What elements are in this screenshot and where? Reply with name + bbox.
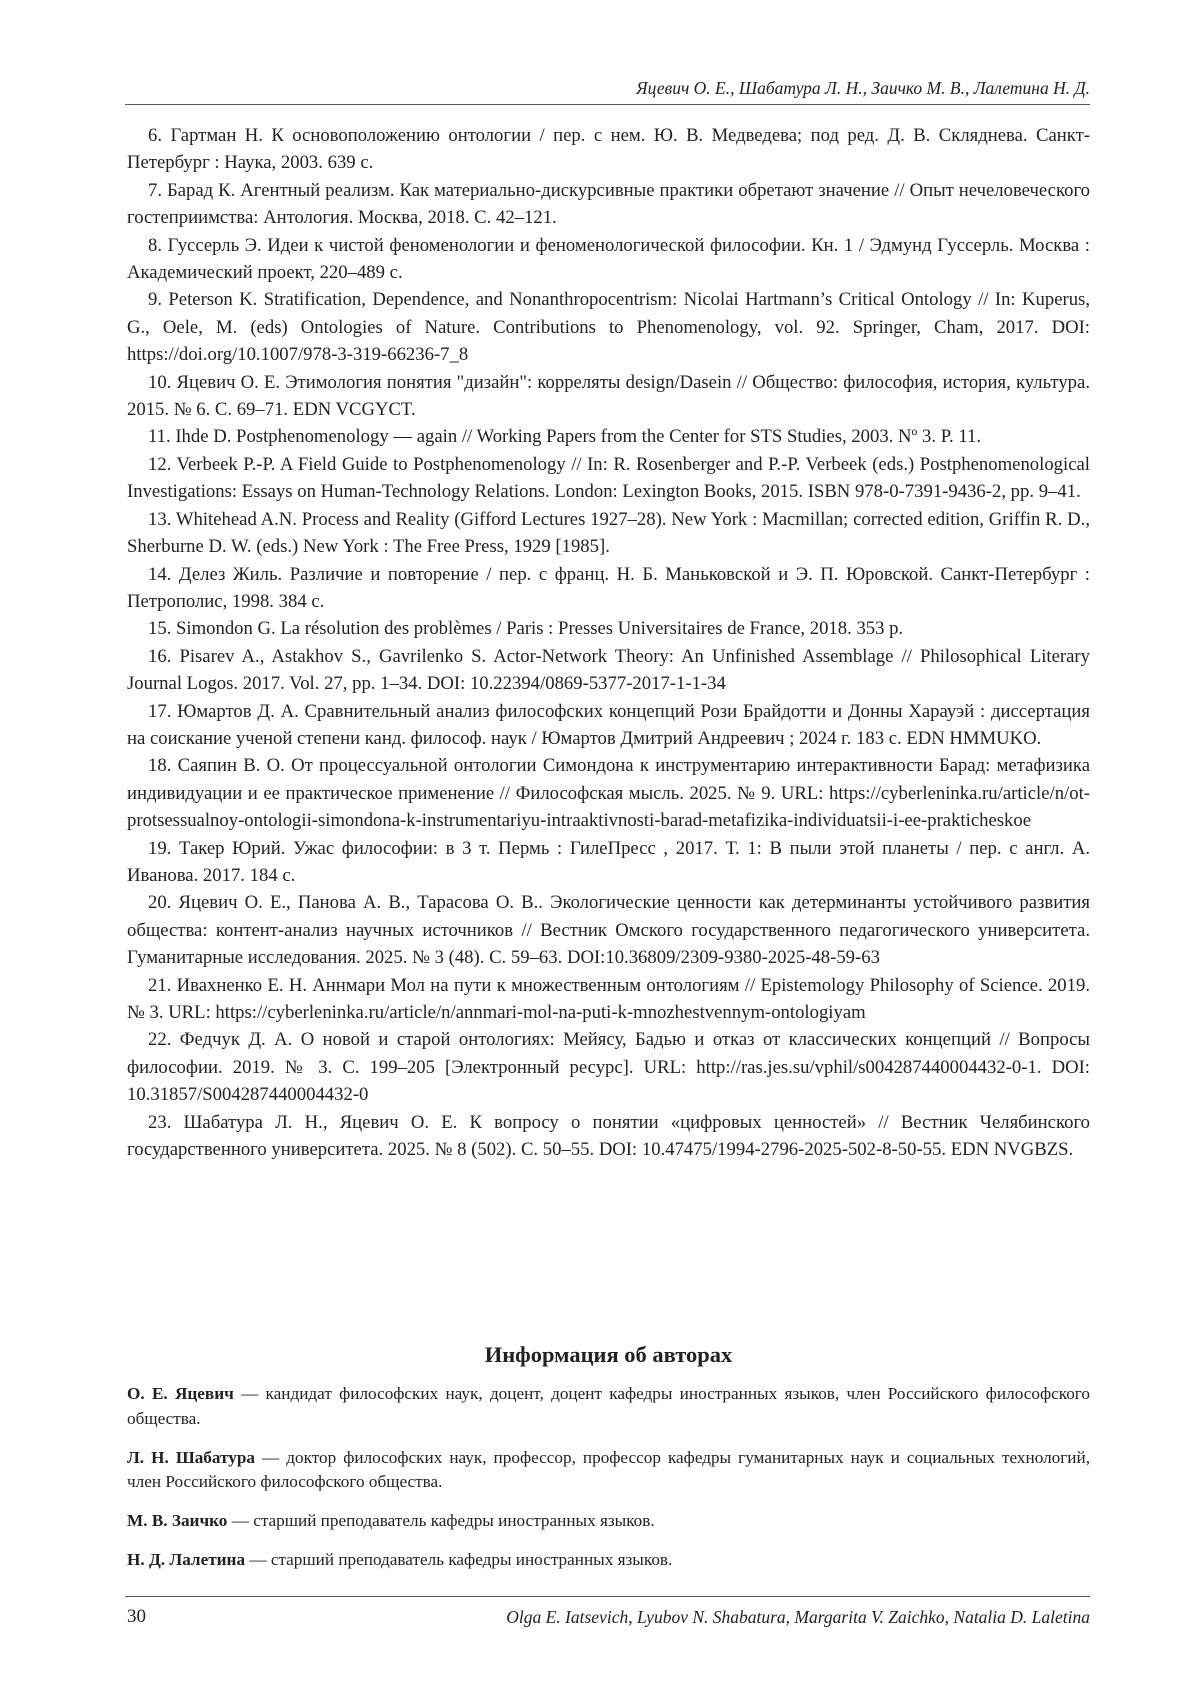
reference-item: 22. Федчук Д. А. О новой и старой онтологиях: Мейясу, Бадью и отказ от классических концепций // Вопросы философии. 2019. № 3. С. 199–205 [Электронный ресурс]. URL: http://ras.jes.su/vphil/s004287440004432-0-1. DOI: 10.31857/S004287440004432-0 (127, 1029, 1090, 1106)
author-entry (127, 1382, 1090, 1432)
reference-item: 7. Барад К. Агентный реализм. Как материально-дискурсивные практики обретают значение // Опыт нечеловеческого гостеприимства: Антология. Москва, 2018. С. 42–121. (127, 179, 1090, 229)
reference-list (127, 122, 1090, 1163)
author-name: М. В. Заичко (127, 1511, 228, 1531)
author-name: О. Е. Яцевич (127, 1384, 234, 1403)
reference-item: 18. Саяпин В. О. От процессуальной онтологии Симондона к инструментарию интерактивности Барад: метафизика индивидуации и ее практическое применение // Философская мысль. 2025. № 9. URL: https://cyberleninka.ru/article/n/ot-protsessualnoy-ontologii-simondona-k-instrumentariyu-intraaktivnosti-barad-metafizika-individuatsii-i-ee-prakticheskoe (127, 755, 1090, 832)
reference-item: 13. Whitehead A.N. Process and Reality (Gifford Lectures 1927–28). New York : Macmillan; corrected edition, Griffin R. D., Sherburne D. W. (eds.) New York : The Free Press, 1929 [1985]. (127, 508, 1090, 558)
reference-item: 19. Такер Юрий. Ужас философии: в 3 т. Пермь : ГилеПресс , 2017. Т. 1: В пыли этой планеты / пер. с англ. А. Иванова. 2017. 184 с. (127, 837, 1090, 886)
author-description: — старший преподаватель кафедры иностранных языков. (227, 1511, 655, 1531)
reference-item: 8. Гуссерль Э. Идеи к чистой феноменологии и феноменологической философии. Кн. 1 / Эдмунд Гуссерль. Москва : Академический проект, 220–489 с. (127, 234, 1090, 284)
reference-item: 23. Шабатура Л. Н., Яцевич О. Е. К вопросу о понятии «цифровых ценностей» // Вестник Челябинского государственного университета. 2025. № 8 (502). С. 50–55. DOI: 10.47475/1994-2796-2025-502-8-50-55. EDN NVGBZS. (127, 1111, 1090, 1161)
footer-rule (125, 1596, 1090, 1597)
header-rule (125, 104, 1090, 105)
reference-item: 9. Peterson K. Stratification, Dependence, and Nonanthropocentrism: Nicolai Hartmann’s Critical Ontology // In: Kuperus, G., Oele, M. (eds) Ontologies of Nature. Contributions to Phenomenology, vol. 92. Springer, Cham, 2017. DOI: https://doi.org/10.1007/978-3-319-66236-7_8 (127, 289, 1090, 366)
reference-item: 6. Гартман Н. К основоположению онтологии / пер. с нем. Ю. В. Медведева; под ред. Д. В. Скляднева. Санкт-Петербург : Наука, 2003. 639 с. (127, 125, 1090, 174)
reference-item: 16. Pisarev A., Astakhov S., Gavrilenko S. Actor-Network Theory: An Unfinished Assemblage // Philosophical Literary Journal Logos. 2017. Vol. 27, pp. 1–34. DOI: 10.22394/0869-5377-2017-1-1-34 (127, 645, 1090, 695)
running-header: Яцевич О. Е., Шабатура Л. Н., Заичко М. В., Лалетина Н. Д. (636, 78, 1090, 98)
reference-item: 20. Яцевич О. Е., Панова А. В., Тарасова О. В.. Экологические ценности как детерминанты устойчивого развития общества: контент-анализ научных источников // Вестник Омского государственного педагогического университета. Гуманитарные исследования. 2025. № 3 (48). С. 59–63. DOI:10.36809/2309-9380-2025-48-59-63 (127, 892, 1090, 969)
author-description: — кандидат философских наук, доцент, доцент кафедры иностранных языков, член Российского философского общества. (127, 1384, 1091, 1428)
author-description: — старший преподаватель кафедры иностранных языков. (245, 1549, 673, 1569)
author-entry (127, 1548, 1090, 1573)
page-number: 30 (127, 1606, 146, 1627)
reference-item: 10. Яцевич О. Е. Этимология понятия "дизайн": корреляты design/Dasein // Общество: философия, история, культура. 2015. № 6. С. 69–71. EDN VCGYCT. (127, 371, 1090, 421)
footer-authors: Olga E. Iatsevich, Lyubov N. Shabatura, Margarita V. Zaichko, Natalia D. Laletina (506, 1607, 1090, 1627)
reference-item: 15. Simondon G. La résolution des problèmes / Paris : Presses Universitaires de France, 2018. 353 p. (148, 618, 904, 640)
reference-item: 12. Verbeek P.-P. A Field Guide to Postphenomenology // In: R. Rosenberger and P.-P. Verbeek (eds.) Postphenomenological Investigations: Essays on Human-Technology Relations. London: Lexington Books, 2015. ISBN 978-0-7391-9436-2, pp. 9–41. (127, 453, 1090, 503)
author-entry (127, 1509, 1090, 1534)
reference-item: 21. Ивахненко Е. Н. Аннмари Мол на пути к множественным онтологиям // Epistemology Philosophy of Science. 2019. № 3. URL: https://cyberleninka.ru/article/n/annmari-mol-na-puti-k-mnozhestvennym-ontologiyam (127, 974, 1090, 1023)
author-info-list (127, 1382, 1090, 1587)
authors-heading: Информация об авторах (484, 1342, 733, 1367)
reference-item: 14. Делез Жиль. Различие и повторение / пер. с франц. Н. Б. Маньковской и Э. П. Юровской. Санкт-Петербург : Петрополис, 1998. 384 с. (127, 563, 1090, 612)
author-name: Л. Н. Шабатура (127, 1447, 256, 1467)
author-name: Н. Д. Лалетина (127, 1549, 246, 1569)
reference-item: 17. Юмартов Д. А. Сравнительный анализ философских концепций Рози Брайдотти и Донны Харауэй : диссертация на соискание ученой степени канд. философ. наук / Юмартов Дмитрий Андреевич ; 2024 г. 183 с. EDN HMMUKO. (127, 700, 1090, 749)
reference-item: 11. Ihde D. Postphenomenology — again // Working Papers from the Center for STS Studies, 2003. Nº 3. P. 11. (148, 426, 982, 448)
author-description: — доктор философских наук, профессор, профессор кафедры гуманитарных наук и социальных технологий, член Российского философского общества. (127, 1447, 1090, 1492)
author-entry (127, 1446, 1090, 1496)
